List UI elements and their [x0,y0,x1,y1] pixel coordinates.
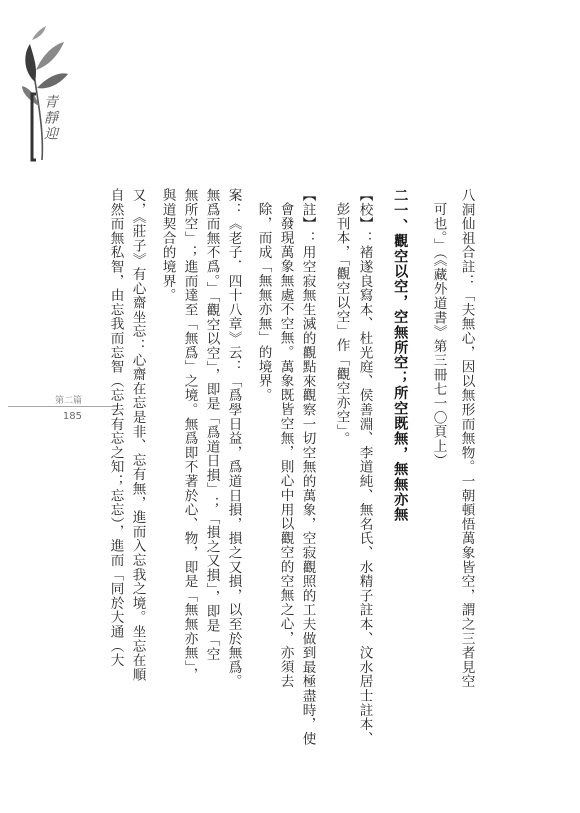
publisher-logo [20,22,80,162]
section-divider [8,406,118,407]
section-label: 第二篇 [54,396,82,406]
annotation: 【註】：用空寂無生滅的觀點來觀察一切空無的萬象，空寂觀照的工夫做到最極盡時，使 [299,188,316,746]
commentary-continued: 無所空」；進而達至「無爲」之境。無爲即不著於心、物，即是「無無亦無」， [181,188,198,682]
annotation-continued: 會發現萬象無處不空無。萬象既皆空無，則心中用以觀空的空無之心，亦須去 [277,201,294,688]
commentary: 案：《老子．四十八章》云：「爲學日益，爲道日損，損之又損，以至於無爲。 [225,188,242,689]
commentary-paragraph: 又，《莊子》有心齋坐忘：心齋在忘是非、忘有無，進而入忘我之境。坐忘在順 [129,188,146,682]
collation-note-continued: 彭刊本，「觀空以空」作「觀空亦空」。 [333,201,350,446]
commentary-continued: 無爲而無不爲。」「觀空以空」，即是「爲道日損」；「損之又損」，即是「空 [203,188,220,662]
logo-lettering: 青靜迎 [42,94,58,142]
annotation-continued: 除，而成「無無亦無」的境界。 [255,201,272,402]
page-number: 185 [62,411,82,422]
commentary-paragraph-continued: 自然而無私智，由忘我而忘智（忘去有忘之知；忘忘），進而「同於大通（大 [107,188,124,668]
collation-note: 【校】：褚遂良寫本、杜光庭、侯善淵、李道純、無名氏、水精子註本、汶水居士註本、 [356,188,373,746]
text-column: 八洞仙祖合註：「夫無心，因以無形而無物。一朝頓悟萬象皆空，謂之三者見空 [458,188,475,689]
text-column: 可也。」（《藏外道書》第三冊七一〇頁上） [430,201,447,468]
section-heading: 二一、觀空以空，空無所空；所空既無，無無亦無 [392,188,409,523]
commentary-continued: 與道契合的境界。 [159,188,176,303]
